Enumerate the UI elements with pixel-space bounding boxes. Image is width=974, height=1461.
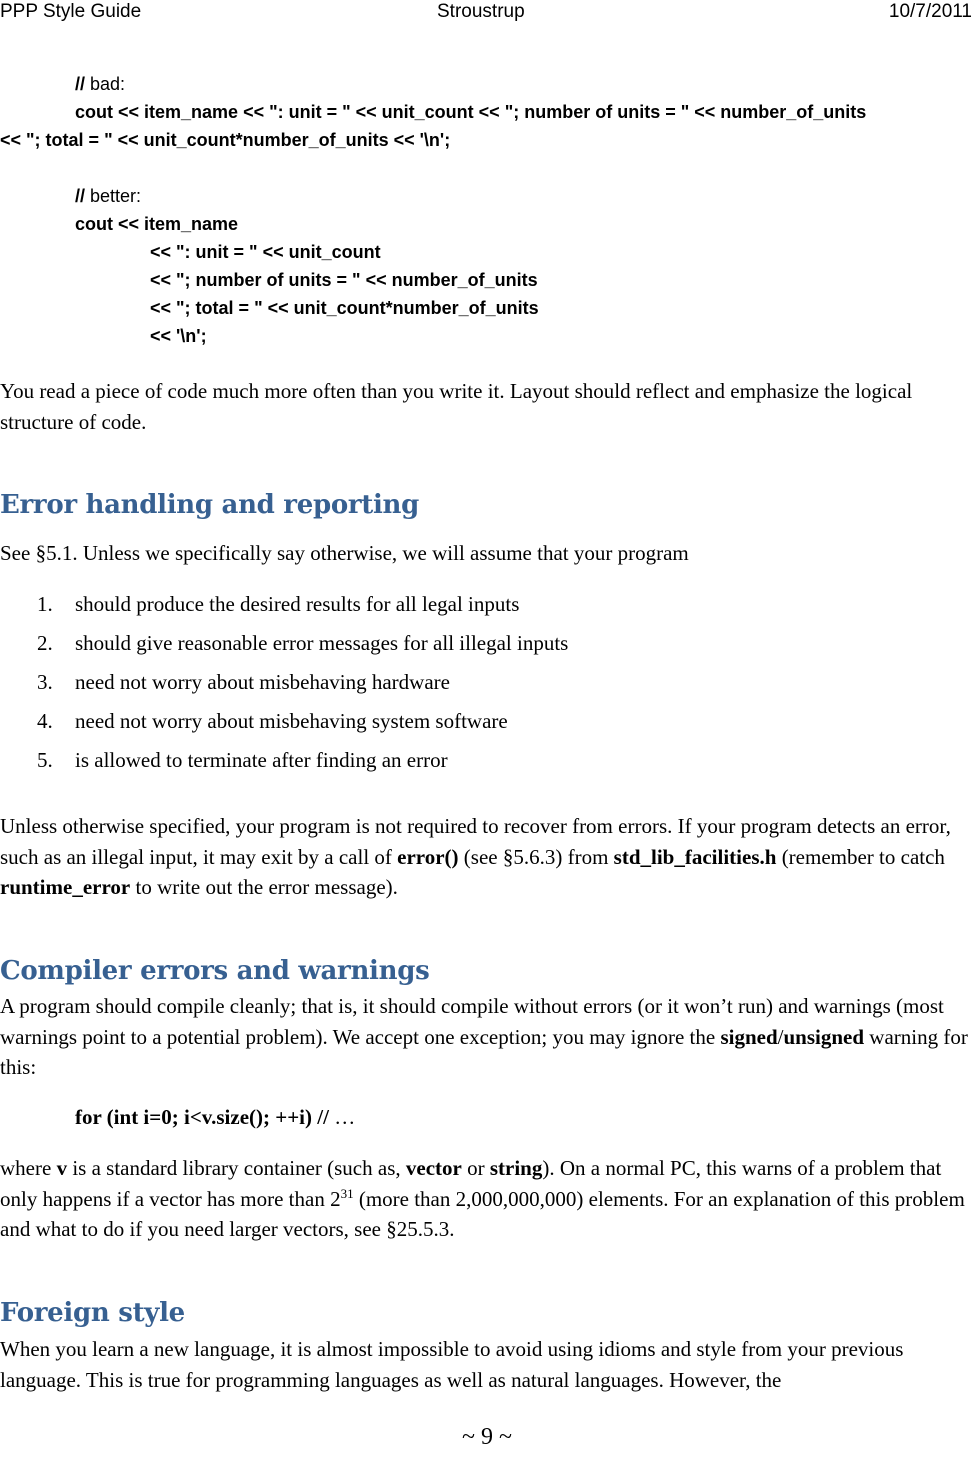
heading-error-handling: Error handling and reporting — [0, 490, 420, 520]
text-run: ). On a normal PC, this warns of a problem that only happens if a vector has more than 2 — [0, 1156, 942, 1211]
foreign-paragraph: When you learn a new language, it is almost impossible to avoid using idioms and style from your previous language. This is true for programming languages as well as natural languages. However, the — [0, 1337, 904, 1392]
code-term: for (int i=0; i<v.size(); ++i) // — [75, 1105, 329, 1129]
page-number: ~ 9 ~ — [462, 1424, 512, 1450]
text-run: or — [461, 1156, 490, 1180]
list-text: should produce the desired results for all legal inputs — [75, 592, 520, 616]
code-bad-line-1: cout << item_name << ": unit = " << unit_count << "; number of units = " << number_of_units — [75, 102, 867, 122]
text-run: is a standard library container (such as, — [67, 1156, 406, 1180]
text-run: to write out the error message). — [130, 875, 398, 899]
code-better-line: << ": unit = " << unit_count — [150, 242, 381, 262]
list-number: 5. — [37, 748, 53, 772]
list-number: 4. — [37, 709, 53, 733]
code-better-line: << "; number of units = " << number_of_units — [150, 270, 538, 290]
list-number: 1. — [37, 592, 53, 616]
list-text: need not worry about misbehaving hardware — [75, 670, 450, 694]
text-run: / — [777, 1024, 784, 1049]
code-term: runtime_error — [0, 875, 131, 899]
text-run: (remember to catch — [776, 844, 945, 869]
error-intro: See §5.1. Unless we specifically say otherwise, we will assume that your program — [0, 541, 689, 565]
code-term: v — [56, 1156, 68, 1180]
compiler-paragraph-2 — [0, 1153, 972, 1245]
comment-word: bad: — [85, 74, 126, 94]
text-run: (see §5.6.3) from — [458, 844, 614, 869]
header-left: PPP Style Guide — [0, 1, 142, 22]
list-text: is allowed to terminate after finding an error — [75, 748, 448, 772]
compiler-paragraph-1 — [0, 991, 972, 1083]
heading-foreign-style: Foreign style — [0, 1298, 185, 1328]
code-term: string — [489, 1156, 543, 1180]
comment-word: better: — [85, 186, 142, 206]
compiler-code-line — [75, 1103, 355, 1131]
text-run: (more than 2,000,000,000) elements. For an explanation of this problem and what to do if you need larger vectors, see §25.5.3. — [0, 1186, 965, 1241]
code-bad-comment — [75, 70, 125, 98]
heading-compiler-errors: Compiler errors and warnings — [0, 956, 430, 986]
error-paragraph — [0, 811, 972, 903]
text-run: where — [0, 1156, 57, 1180]
code-better-line: << "; total = " << unit_count*number_of_units — [150, 298, 539, 318]
code-term: signed — [720, 1024, 778, 1049]
code-better-line: cout << item_name — [75, 214, 239, 234]
code-better-comment — [75, 182, 141, 210]
code-better-line: << '\n'; — [150, 326, 207, 346]
text-run: Unless otherwise specified, your program is not required to recover from errors. If your program detects an error, such as an illegal input, it may exit by a call of — [0, 814, 951, 869]
comment-slashes: // — [75, 74, 86, 94]
text-run: … — [328, 1105, 356, 1129]
text-run: warning for this: — [0, 1024, 968, 1079]
header-right: 10/7/2011 — [888, 1, 972, 22]
code-term: vector — [405, 1156, 462, 1180]
layout-paragraph: You read a piece of code much more often than you write it. Layout should reflect and emphasize the logical structure of code. — [0, 379, 913, 434]
list-number: 2. — [37, 631, 53, 655]
text-run: A program should compile cleanly; that is, it should compile without errors (or it won’t run) and warnings (most warnings point to a potential problem). We accept one exception; you may ignore the — [0, 994, 944, 1049]
code-term: unsigned — [783, 1024, 865, 1049]
list-number: 3. — [37, 670, 53, 694]
header-center: Stroustrup — [437, 1, 525, 22]
exponent: 31 — [340, 1185, 354, 1201]
list-text: need not worry about misbehaving system software — [75, 709, 508, 733]
code-term: error() — [397, 844, 459, 869]
code-bad-line-2: << "; total = " << unit_count*number_of_units << '\n'; — [0, 130, 451, 150]
comment-slashes: // — [75, 186, 86, 206]
code-term: std_lib_facilities.h — [613, 844, 777, 869]
list-text: should give reasonable error messages for all illegal inputs — [75, 631, 569, 655]
